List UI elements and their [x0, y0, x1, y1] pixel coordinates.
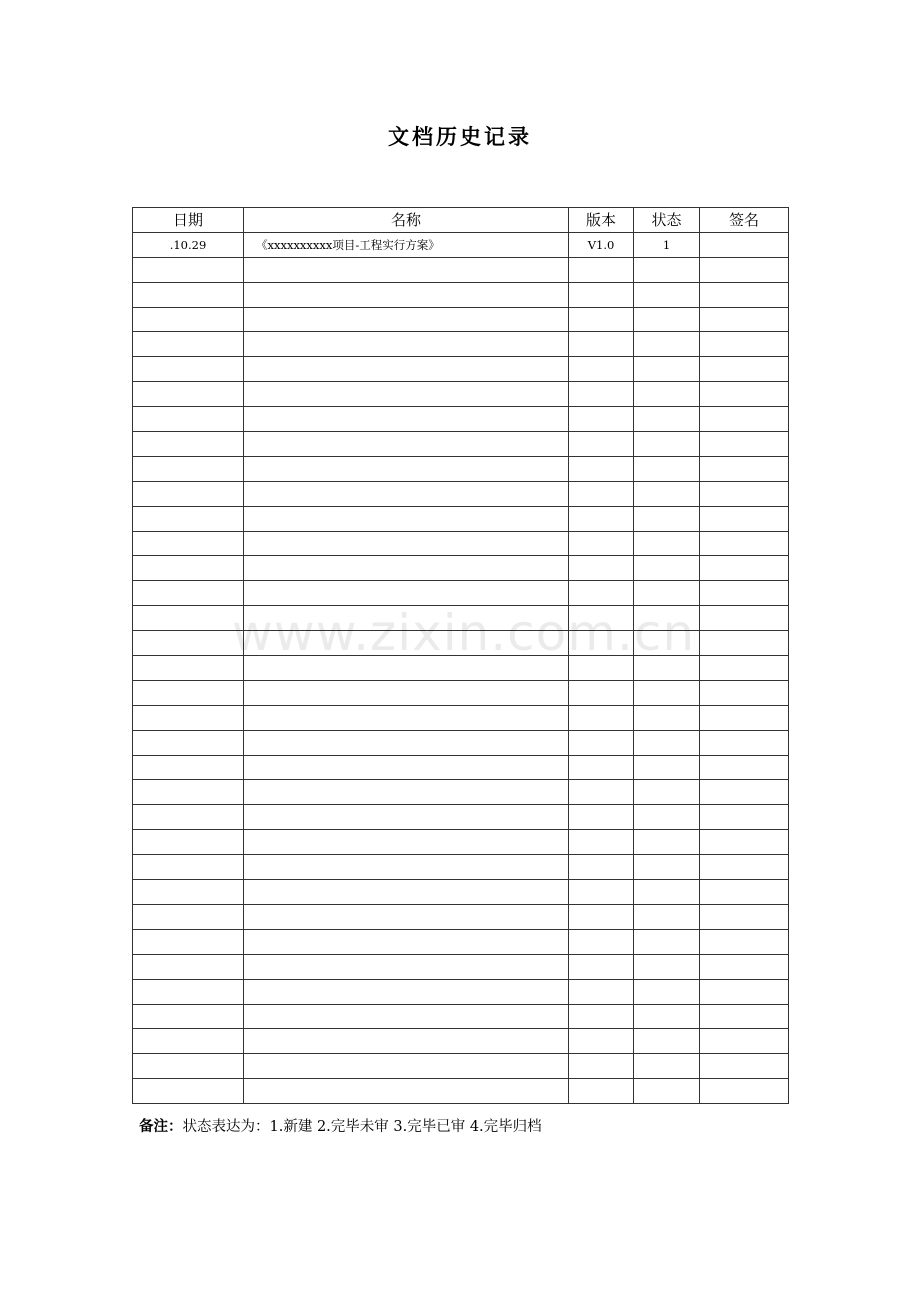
cell-status: 1	[634, 232, 700, 257]
cell-name	[244, 606, 569, 631]
table-row	[133, 556, 789, 581]
cell-status	[634, 282, 700, 307]
table-header-row	[133, 208, 789, 233]
page-title: 文档历史记录	[388, 124, 532, 149]
cell-status	[634, 730, 700, 755]
cell-date	[133, 282, 244, 307]
cell-version	[569, 1054, 634, 1079]
cell-name	[244, 382, 569, 407]
cell-signature	[700, 855, 789, 880]
cell-signature	[700, 1054, 789, 1079]
cell-version	[569, 606, 634, 631]
cell-status	[634, 357, 700, 382]
cell-signature	[700, 456, 789, 481]
cell-status	[634, 1004, 700, 1029]
cell-status	[634, 631, 700, 656]
table-row	[133, 357, 789, 382]
table-row	[133, 755, 789, 780]
cell-signature	[700, 730, 789, 755]
cell-name	[244, 581, 569, 606]
cell-signature	[700, 830, 789, 855]
cell-status	[634, 1054, 700, 1079]
cell-date	[133, 407, 244, 432]
header-name: 名称	[244, 208, 569, 233]
table-row	[133, 730, 789, 755]
table-row	[133, 257, 789, 282]
cell-signature	[700, 1029, 789, 1054]
table-row	[133, 1079, 789, 1104]
table-row	[133, 904, 789, 929]
cell-status	[634, 531, 700, 556]
cell-name	[244, 556, 569, 581]
table-row	[133, 1029, 789, 1054]
cell-date	[133, 755, 244, 780]
cell-name	[244, 282, 569, 307]
cell-name	[244, 830, 569, 855]
cell-date	[133, 257, 244, 282]
cell-date	[133, 1054, 244, 1079]
cell-date	[133, 656, 244, 681]
cell-version	[569, 307, 634, 332]
cell-version	[569, 531, 634, 556]
document-history-table	[132, 207, 789, 1104]
table-row	[133, 432, 789, 457]
table-row	[133, 830, 789, 855]
cell-date	[133, 1079, 244, 1104]
table-row	[133, 880, 789, 905]
cell-date	[133, 979, 244, 1004]
table-row	[133, 481, 789, 506]
cell-status	[634, 929, 700, 954]
cell-date	[133, 307, 244, 332]
cell-name	[244, 979, 569, 1004]
cell-date	[133, 581, 244, 606]
cell-signature	[700, 805, 789, 830]
cell-name	[244, 481, 569, 506]
cell-status	[634, 979, 700, 1004]
cell-signature	[700, 979, 789, 1004]
table-row	[133, 979, 789, 1004]
cell-date	[133, 332, 244, 357]
cell-status	[634, 705, 700, 730]
cell-name	[244, 1029, 569, 1054]
cell-version	[569, 456, 634, 481]
cell-status	[634, 332, 700, 357]
cell-signature	[700, 282, 789, 307]
cell-name	[244, 1079, 569, 1104]
cell-signature	[700, 556, 789, 581]
watermark-text: www.zixin.com.cn	[232, 604, 696, 662]
cell-status	[634, 680, 700, 705]
table-row	[133, 307, 789, 332]
table-row	[133, 506, 789, 531]
cell-signature	[700, 631, 789, 656]
table-row	[133, 1004, 789, 1029]
table-row	[133, 855, 789, 880]
table-row	[133, 929, 789, 954]
cell-signature	[700, 954, 789, 979]
table-row	[133, 332, 789, 357]
cell-name	[244, 506, 569, 531]
cell-date	[133, 631, 244, 656]
cell-status	[634, 830, 700, 855]
cell-signature	[700, 929, 789, 954]
cell-status	[634, 456, 700, 481]
cell-version	[569, 631, 634, 656]
cell-version	[569, 830, 634, 855]
cell-signature	[700, 780, 789, 805]
cell-name	[244, 631, 569, 656]
cell-status	[634, 805, 700, 830]
cell-version	[569, 1079, 634, 1104]
cell-signature	[700, 1004, 789, 1029]
header-date: 日期	[133, 208, 244, 233]
cell-version	[569, 730, 634, 755]
cell-status	[634, 257, 700, 282]
cell-signature	[700, 680, 789, 705]
cell-version	[569, 656, 634, 681]
cell-version	[569, 705, 634, 730]
cell-version	[569, 680, 634, 705]
cell-name	[244, 531, 569, 556]
cell-version	[569, 407, 634, 432]
cell-signature	[700, 531, 789, 556]
cell-signature	[700, 904, 789, 929]
cell-date	[133, 880, 244, 905]
cell-name	[244, 332, 569, 357]
table-row	[133, 780, 789, 805]
table-row	[133, 282, 789, 307]
cell-status	[634, 880, 700, 905]
table-row	[133, 456, 789, 481]
cell-date	[133, 780, 244, 805]
cell-name	[244, 257, 569, 282]
cell-date	[133, 481, 244, 506]
cell-version	[569, 332, 634, 357]
cell-version	[569, 432, 634, 457]
cell-date	[133, 730, 244, 755]
cell-signature	[700, 880, 789, 905]
cell-date	[133, 1029, 244, 1054]
header-version: 版本	[569, 208, 634, 233]
cell-status	[634, 556, 700, 581]
cell-status	[634, 432, 700, 457]
cell-version	[569, 257, 634, 282]
cell-status	[634, 755, 700, 780]
cell-signature	[700, 407, 789, 432]
cell-date	[133, 830, 244, 855]
cell-status	[634, 506, 700, 531]
cell-name	[244, 780, 569, 805]
cell-date	[133, 805, 244, 830]
table-row	[133, 531, 789, 556]
cell-status	[634, 581, 700, 606]
cell-signature	[700, 432, 789, 457]
cell-version	[569, 1029, 634, 1054]
table-row	[133, 232, 789, 257]
cell-signature	[700, 481, 789, 506]
cell-version	[569, 904, 634, 929]
cell-name	[244, 1004, 569, 1029]
footnote-text: 状态表达为：1.新建 2.完毕未审 3.完毕已审 4.完毕归档	[182, 1119, 542, 1135]
cell-signature	[700, 506, 789, 531]
cell-name	[244, 705, 569, 730]
cell-status	[634, 606, 700, 631]
cell-version	[569, 282, 634, 307]
cell-name	[244, 307, 569, 332]
table-row	[133, 631, 789, 656]
cell-name	[244, 880, 569, 905]
cell-date	[133, 705, 244, 730]
cell-date	[133, 456, 244, 481]
cell-date	[133, 506, 244, 531]
cell-status	[634, 307, 700, 332]
cell-signature	[700, 232, 789, 257]
table-row	[133, 1054, 789, 1079]
cell-version	[569, 357, 634, 382]
table-row	[133, 954, 789, 979]
table-row	[133, 606, 789, 631]
cell-version	[569, 954, 634, 979]
table-row	[133, 705, 789, 730]
cell-version	[569, 506, 634, 531]
cell-name: 《xxxxxxxxxx项目-工程实行方案》	[244, 232, 569, 257]
cell-date	[133, 904, 244, 929]
cell-name	[244, 929, 569, 954]
table-row	[133, 581, 789, 606]
cell-date	[133, 954, 244, 979]
cell-status	[634, 780, 700, 805]
cell-status	[634, 407, 700, 432]
cell-version	[569, 855, 634, 880]
table-row	[133, 805, 789, 830]
cell-date	[133, 1004, 244, 1029]
cell-signature	[700, 257, 789, 282]
cell-name	[244, 1054, 569, 1079]
cell-version	[569, 880, 634, 905]
table-row	[133, 407, 789, 432]
cell-version	[569, 805, 634, 830]
cell-status	[634, 481, 700, 506]
cell-signature	[700, 606, 789, 631]
cell-date	[133, 929, 244, 954]
cell-name	[244, 855, 569, 880]
cell-version	[569, 979, 634, 1004]
cell-signature	[700, 581, 789, 606]
cell-name	[244, 407, 569, 432]
cell-name	[244, 904, 569, 929]
cell-signature	[700, 307, 789, 332]
cell-name	[244, 357, 569, 382]
cell-date	[133, 357, 244, 382]
cell-status	[634, 382, 700, 407]
table-row	[133, 656, 789, 681]
cell-version: V1.0	[569, 232, 634, 257]
cell-version	[569, 481, 634, 506]
header-signature: 签名	[700, 208, 789, 233]
cell-version	[569, 1004, 634, 1029]
footnote	[139, 1115, 542, 1136]
cell-name	[244, 656, 569, 681]
cell-status	[634, 1029, 700, 1054]
table-row	[133, 680, 789, 705]
cell-status	[634, 1079, 700, 1104]
cell-version	[569, 780, 634, 805]
cell-name	[244, 755, 569, 780]
cell-version	[569, 929, 634, 954]
cell-signature	[700, 1079, 789, 1104]
cell-status	[634, 904, 700, 929]
cell-version	[569, 755, 634, 780]
cell-signature	[700, 357, 789, 382]
cell-version	[569, 382, 634, 407]
table-row	[133, 382, 789, 407]
cell-version	[569, 581, 634, 606]
cell-name	[244, 432, 569, 457]
cell-date	[133, 432, 244, 457]
cell-signature	[700, 332, 789, 357]
header-status: 状态	[634, 208, 700, 233]
cell-name	[244, 954, 569, 979]
cell-signature	[700, 656, 789, 681]
cell-status	[634, 855, 700, 880]
cell-name	[244, 805, 569, 830]
cell-date	[133, 556, 244, 581]
cell-name	[244, 456, 569, 481]
cell-name	[244, 680, 569, 705]
cell-name	[244, 730, 569, 755]
cell-date	[133, 606, 244, 631]
cell-date: .10.29	[133, 232, 244, 257]
footnote-label: 备注：	[139, 1118, 183, 1135]
cell-signature	[700, 382, 789, 407]
cell-signature	[700, 755, 789, 780]
cell-date	[133, 531, 244, 556]
cell-date	[133, 680, 244, 705]
cell-date	[133, 855, 244, 880]
cell-status	[634, 656, 700, 681]
cell-date	[133, 382, 244, 407]
cell-signature	[700, 705, 789, 730]
cell-status	[634, 954, 700, 979]
cell-version	[569, 556, 634, 581]
